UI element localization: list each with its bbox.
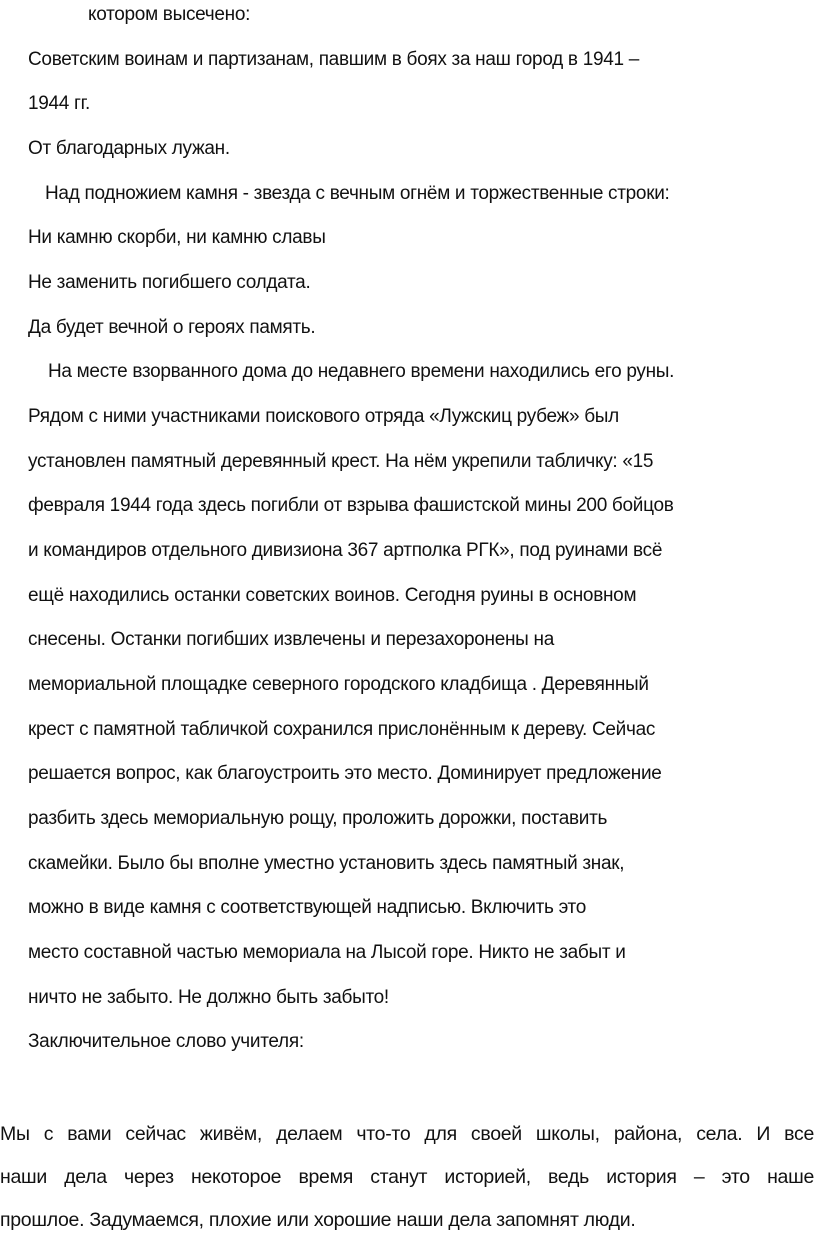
text-line: снесены. Останки погибших извлечены и перезахоронены на bbox=[28, 629, 554, 650]
text-line: решается вопрос, как благоустроить это место. Доминирует предложение bbox=[28, 763, 662, 784]
text-line: ничто не забыто. Не должно быть забыто! bbox=[28, 987, 389, 1008]
text-line: скамейки. Было бы вполне уместно установить здесь памятный знак, bbox=[28, 853, 625, 874]
text-line: 1944 гг. bbox=[28, 93, 90, 114]
text-line: можно в виде камня с соответствующей надписью. Включить это bbox=[28, 897, 587, 918]
text-line: февраля 1944 года здесь погибли от взрыва фашистской мины 200 бойцов bbox=[28, 495, 674, 516]
text-line: Рядом с ними участниками поискового отряда «Лужскиц рубеж» был bbox=[28, 406, 619, 427]
text-line: котором высечено: bbox=[88, 4, 251, 25]
text-line: Советским воинам и партизанам, павшим в боях за наш город в 1941 – bbox=[28, 49, 640, 70]
text-line: На месте взорванного дома до недавнего времени находились его руны. bbox=[48, 361, 675, 382]
text-line: Не заменить погибшего солдата. bbox=[28, 272, 311, 293]
text-line: прошлое. Задумаемся, плохие или хорошие наши дела запомнят люди. bbox=[0, 1209, 636, 1231]
text-line: Мы с вами сейчас живём, делаем что-то для своей школы, района, села. И все bbox=[0, 1123, 814, 1145]
text-line: Да будет вечной о героях память. bbox=[28, 317, 316, 338]
text-line: и командиров отдельного дивизиона 367 артполка РГК», под руинами всё bbox=[28, 540, 663, 561]
text-line: ещё находились останки советских воинов. Сегодня руины в основном bbox=[28, 585, 637, 606]
text-line: наши дела через некоторое время станут историей, ведь история – это наше bbox=[0, 1166, 814, 1188]
text-line: От благодарных лужан. bbox=[28, 138, 230, 159]
text-line: Ни камню скорби, ни камню славы bbox=[28, 227, 326, 248]
text-line: установлен памятный деревянный крест. На нём укрепили табличку: «15 bbox=[28, 451, 654, 472]
section-heading: Заключительное слово учителя: bbox=[28, 1031, 304, 1052]
text-line: место составной частью мемориала на Лысой горе. Никто не забыт и bbox=[28, 942, 626, 963]
text-line: мемориальной площадке северного городского кладбища . Деревянный bbox=[28, 674, 649, 695]
text-line: разбить здесь мемориальную рощу, проложить дорожки, поставить bbox=[28, 808, 608, 829]
text-line: крест с памятной табличкой сохранился прислонённым к дереву. Сейчас bbox=[28, 719, 656, 740]
text-line: Над подножием камня - звезда с вечным огнём и торжественные строки: bbox=[45, 183, 670, 204]
